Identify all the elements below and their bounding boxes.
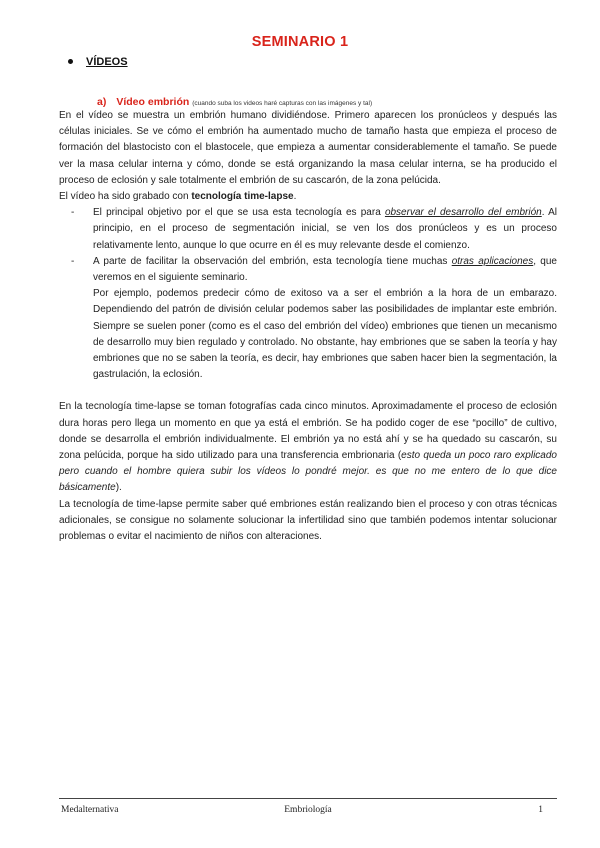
p2-end: . xyxy=(293,191,297,203)
li2-continuation: Por ejemplo, podemos predecir cómo de exitoso va a ser el embrión a la hora de un embarazo. Dependiendo del patrón de división celular podemos saber las posibilidades de implantar este embrión. Siempre se suelen poner (como es el caso del embrión del vídeo) embriones que tienen un mecanismo de desarrollo muy bien regulado y controlado. No obstante, hay embriones que se saben la teoría y hay embriones que no se saben la teoría, es decir, hay embriones que saben hacer bien la segmentación, la gastrulación, la eclosión. xyxy=(93,288,557,381)
section-heading xyxy=(68,56,128,68)
subsection-letter: a) xyxy=(97,96,107,108)
p3-end: ). xyxy=(115,482,122,494)
li1-end: . Al principio, en el proceso de segmentación inicial, se ven los dos pronúcleos y es un proceso relativamente lento, aunque lo que ocurre en él es muy relevante desde el comienzo. xyxy=(93,207,558,251)
li2-text: A parte de facilitar la observación del embrión, esta tecnología tiene muchas xyxy=(93,255,452,267)
section-label: VÍDEOS xyxy=(86,56,128,68)
p3-italic: esto queda un poco raro explicado pero cuando el hombre quiera subir los vídeos lo pondré mejor. es que no me entero de lo que dice básicamente xyxy=(59,450,557,494)
li2-end: , que veremos en el siguiente seminario. xyxy=(93,255,557,284)
dash-list xyxy=(59,205,557,383)
li2-emphasis: otras aplicaciones xyxy=(451,255,534,267)
dash-marker: - xyxy=(71,207,75,219)
page-footer xyxy=(59,798,557,815)
paragraph-3 xyxy=(59,399,557,496)
document-body xyxy=(59,108,557,545)
li1-emphasis: observar el desarrollo del embrión xyxy=(384,207,542,219)
p3-text: En la tecnología time-lapse se toman fotografías cada cinco minutos. Aproximadamente el proceso de eclosión dura horas pero llega un momento en que ya está el embrión. Se ha podido coger de ese “pocillo” de cultivo, donde se desarrolla el embrión individualmente. El embrión ya no está ahí y se ha quedado su cascarón, su zona pelúcida, porque ha sido utilizado para una transferencia embrionaria ( xyxy=(59,401,557,462)
footer-center: Embriología xyxy=(284,805,332,815)
page-number: 1 xyxy=(538,805,543,815)
p2-text: El vídeo ha sido grabado con xyxy=(59,191,192,203)
paragraph-1: En el vídeo se muestra un embrión humano dividiéndose. Primero aparecen los pronúcleos y después las células iniciales. Se ve cómo el embrión ha aumentado mucho de tamaño hasta que empieza el proceso de formación del blastocisto con el blastocele, que empieza a aumentar considerablemente el tamaño. Se puede ver la masa celular interna y cómo, donde se está organizando la masa celular interna, se ha producido el proceso de eclosión y sale totalmente el embrión de su cascarón, de la zona pelúcida. xyxy=(59,110,557,186)
subsection-note: (cuando suba los videos haré capturas con las imágenes y tal) xyxy=(192,100,373,107)
subsection-title: Vídeo embrión xyxy=(116,96,190,108)
subsection-heading xyxy=(97,96,372,108)
spacer xyxy=(59,383,557,399)
list-item xyxy=(71,205,558,254)
document-title: SEMINARIO 1 xyxy=(251,34,349,50)
p2-bold: tecnología time-lapse xyxy=(191,191,294,203)
paragraph-2 xyxy=(59,189,557,205)
bullet-icon xyxy=(68,59,73,64)
footer-left: Medalternativa xyxy=(61,805,119,815)
list-item xyxy=(71,254,557,384)
dash-marker: - xyxy=(71,255,75,267)
paragraph-4: La tecnología de time-lapse permite saber qué embriones están realizando bien el proceso y con otras técnicas adicionales, se consigue no solamente solucionar la infertilidad sino que también podemos intentar solucionar problemas o evitar el nacimiento de niños con alteraciones. xyxy=(59,498,557,543)
li1-text: El principal objetivo por el que se usa esta tecnología es para xyxy=(93,207,385,219)
